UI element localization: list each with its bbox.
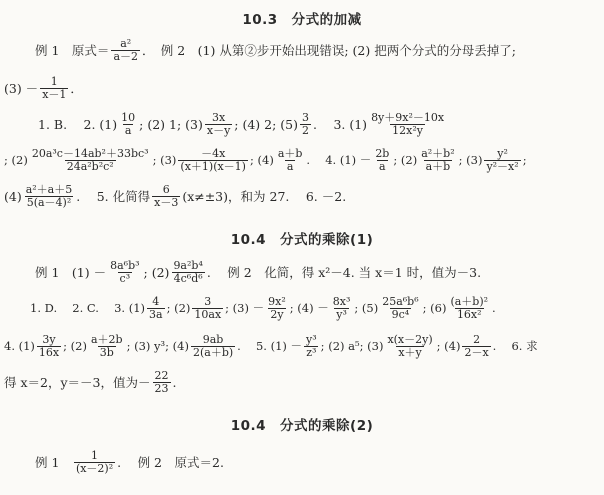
text: 得 x＝2，y＝－3，值为－ — [4, 375, 151, 391]
section-title-3: 10.4 分式的乘除(2) — [230, 418, 374, 434]
fraction-numerator: 1 — [50, 75, 58, 88]
s2-line-1 — [35, 260, 604, 284]
s1-line-1 — [35, 38, 604, 62]
fraction — [24, 184, 75, 208]
fraction — [419, 148, 456, 172]
fraction-numerator: 6 — [162, 183, 170, 196]
fraction-numerator: 1 — [91, 449, 99, 462]
fraction-denominator: x＋y — [398, 345, 422, 359]
fraction — [462, 334, 490, 358]
fraction-denominator: a — [286, 159, 294, 173]
fraction-denominator: y²－x² — [486, 159, 519, 173]
text: ; (4) 2; (5) — [234, 116, 298, 132]
fraction — [30, 148, 151, 172]
fraction — [152, 184, 180, 208]
s1-line-3 — [38, 112, 604, 136]
fraction-denominator: a — [379, 159, 386, 173]
text: ; (3) — [458, 153, 483, 168]
fraction-numerator: 22 — [154, 369, 169, 382]
fraction-denominator: x－3 — [154, 195, 179, 209]
text: ; (3) — [152, 153, 177, 168]
fraction — [119, 112, 137, 136]
fraction-denominator: x－y — [206, 123, 231, 137]
fraction-numerator: 2b — [375, 147, 390, 160]
text: ; (4) — [436, 339, 461, 354]
text: ; (2) — [143, 264, 170, 280]
text: . 3. (1) — [313, 117, 368, 133]
fraction-numerator: 3 — [302, 111, 309, 124]
fraction-denominator: 2－x — [464, 345, 489, 359]
fraction-denominator: x－1 — [42, 87, 67, 101]
fraction-numerator: －4x — [201, 147, 226, 160]
fraction-numerator: 10 — [121, 111, 136, 124]
fraction-denominator: 16x — [38, 345, 60, 359]
fraction-denominator: y³ — [336, 307, 347, 321]
fraction-numerator: 3y — [42, 333, 56, 346]
fraction — [178, 148, 248, 172]
text: . 6. 求 — [492, 339, 538, 354]
fraction-numerator: (a＋b)² — [450, 295, 489, 308]
text: 1. B. 2. (1) — [38, 117, 118, 133]
fraction-denominator: z³ — [306, 345, 317, 359]
fraction — [266, 296, 288, 320]
text: . 5. 化简得 — [76, 189, 151, 205]
fraction — [331, 296, 353, 320]
text: (3) － — [4, 81, 39, 97]
fraction-numerator: 4 — [152, 295, 160, 308]
fraction — [171, 260, 204, 284]
fraction-denominator: (x－2)² — [75, 461, 114, 475]
fraction-numerator: 9x² — [268, 295, 286, 308]
text: 1. D. 2. C. 3. (1) — [30, 301, 145, 316]
fraction-denominator: 24a²b²c² — [66, 159, 114, 173]
text: . — [172, 374, 177, 390]
fraction — [484, 148, 520, 172]
fraction-numerator: y³ — [306, 333, 317, 346]
text: 例 1 (1) － — [35, 265, 107, 281]
fraction — [191, 334, 235, 358]
text: ; (2) — [393, 153, 418, 168]
text: 例 1 原式＝ — [35, 43, 110, 59]
fraction-numerator: 3x — [211, 111, 226, 124]
fraction-denominator: 2 — [302, 123, 309, 137]
s2-line-4 — [4, 370, 604, 394]
fraction-numerator: a＋2b — [90, 333, 123, 346]
s1-line-4 — [4, 148, 604, 172]
fraction-denominator: 2(a＋b) — [192, 345, 234, 359]
fraction — [147, 296, 165, 320]
fraction — [373, 148, 391, 172]
fraction-numerator: a² — [120, 37, 132, 50]
fraction-numerator: a²＋a＋5 — [25, 183, 73, 196]
text: ; (2) — [4, 153, 28, 168]
fraction-denominator: 3b — [99, 345, 114, 359]
fraction-numerator: y² — [497, 147, 508, 160]
text: (4) — [4, 188, 22, 204]
section-title-2: 10.4 分式的乘除(1) — [230, 232, 374, 248]
text: . 5. (1) － — [237, 339, 303, 354]
fraction-denominator: (x＋1)(x－1) — [180, 159, 246, 173]
fraction-numerator: 3 — [204, 295, 212, 308]
fraction-denominator: 4c⁶d⁶ — [173, 271, 203, 285]
fraction-denominator: 16x² — [456, 307, 482, 321]
fraction-numerator: 9a²b⁴ — [173, 259, 203, 272]
text: . 4. (1) － — [306, 153, 372, 168]
fraction-numerator: x(x－2y) — [387, 333, 433, 346]
text: ． 例 2 (1) 从第②步开始出现错误; (2) 把两个分式的分母丢掉了; — [142, 43, 516, 59]
text: ; (5) — [354, 301, 379, 316]
s2-line-2 — [30, 296, 604, 320]
text: ; (2) a⁵; (3) — [320, 339, 384, 354]
fraction-numerator: a²＋b² — [421, 147, 455, 160]
fraction — [111, 38, 140, 62]
fraction — [192, 296, 223, 320]
fraction — [108, 260, 141, 284]
fraction-denominator: a－2 — [113, 49, 138, 63]
fraction-denominator: 12x²y — [392, 123, 423, 137]
fraction-numerator: 2 — [473, 333, 481, 346]
fraction — [380, 296, 420, 320]
fraction-denominator: 5(a－4)² — [26, 195, 72, 209]
s1-line-5 — [4, 184, 604, 208]
text: (x≠±3)，和为 27. 6. －2. — [182, 189, 347, 205]
fraction-denominator: 9c⁴ — [391, 307, 410, 321]
text: ; (2) 1; (3) — [139, 116, 203, 132]
fraction-numerator: 8a⁶b³ — [110, 259, 140, 272]
text: . 例 2 化简，得 x²－4. 当 x＝1 时，值为－3. — [206, 265, 482, 281]
fraction — [385, 334, 434, 358]
fraction-denominator: a＋b — [425, 159, 451, 173]
text: ; (2) — [63, 339, 87, 354]
fraction-denominator: 10ax — [194, 307, 222, 321]
text: ; (2) — [166, 301, 191, 316]
fraction-numerator: a＋b — [277, 147, 303, 160]
section-title-1: 10.3 分式的加减 — [242, 12, 362, 28]
text: ; (4) — [249, 153, 274, 168]
s2-line-3 — [4, 334, 604, 358]
text: 例 1 — [35, 455, 72, 471]
fraction-denominator: 23 — [154, 381, 169, 395]
fraction — [37, 334, 61, 358]
text: ; — [522, 153, 527, 168]
text: ; (3) － — [225, 301, 265, 316]
fraction-numerator: 25a⁶b⁶ — [382, 295, 419, 308]
text: 4. (1) — [4, 339, 35, 354]
fraction-denominator: 3a — [149, 307, 163, 321]
text: ; (3) y³; (4) — [126, 339, 189, 354]
text: ． — [70, 81, 83, 97]
fraction — [40, 76, 68, 100]
fraction — [276, 148, 305, 172]
fraction — [205, 112, 232, 136]
fraction-denominator: c³ — [119, 271, 131, 285]
fraction — [153, 370, 171, 394]
fraction-denominator: 2y — [270, 307, 284, 321]
fraction — [74, 450, 115, 474]
fraction — [304, 334, 319, 358]
fraction — [89, 334, 125, 358]
fraction-numerator: 9ab — [202, 333, 224, 346]
fraction-numerator: 20a³c－14ab²＋33bc³ — [31, 147, 149, 160]
fraction-numerator: 8y＋9x²－10x — [371, 111, 445, 124]
text: ; (6) — [422, 301, 447, 316]
fraction — [448, 296, 490, 320]
fraction-denominator: a — [124, 123, 132, 137]
text: . — [492, 301, 496, 316]
text: . 例 2 原式＝2. — [117, 455, 224, 471]
fraction — [369, 112, 446, 136]
fraction — [300, 112, 311, 136]
s3-line-1 — [35, 450, 604, 474]
fraction-numerator: 8x³ — [332, 295, 351, 308]
s1-line-2 — [4, 76, 604, 100]
text: ; (4) － — [289, 301, 329, 316]
